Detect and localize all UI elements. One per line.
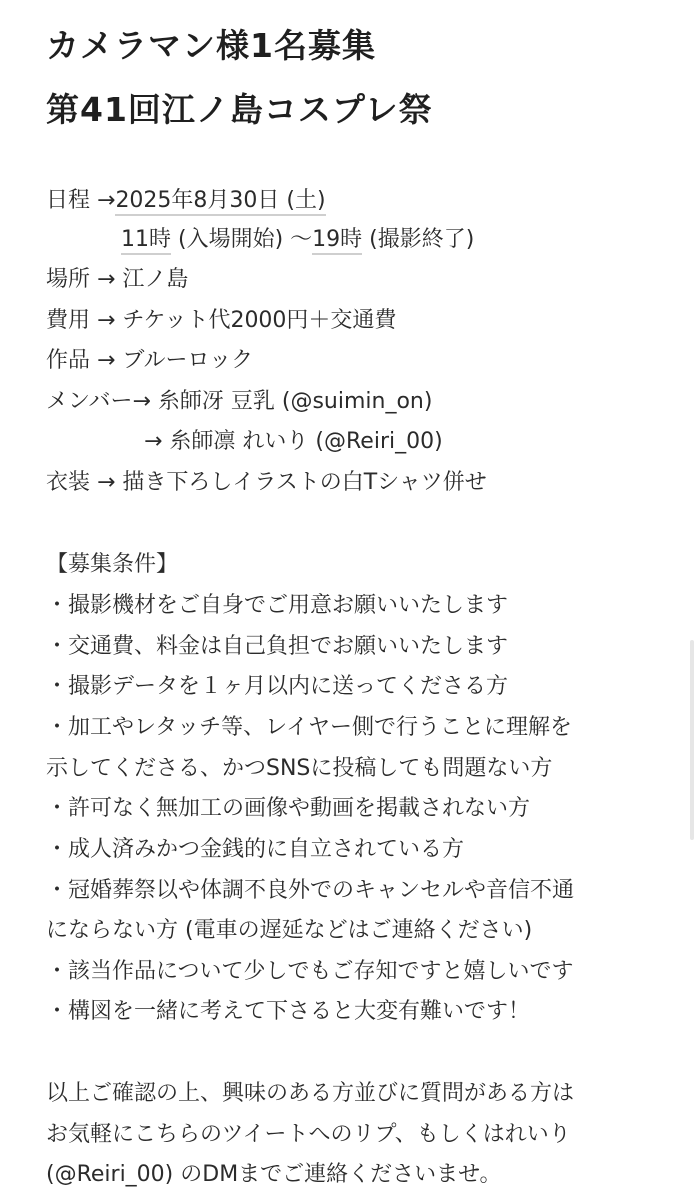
schedule-time-row — [121, 225, 474, 255]
schedule-date: 2025年8月30日 (土) — [115, 188, 325, 216]
cost-line: 費用 → チケット代2000円＋交通費 — [46, 308, 397, 333]
closing-line: お気軽にこちらのツイートへのリプ、もしくはれいり — [46, 1122, 571, 1147]
scrollbar[interactable] — [690, 640, 694, 840]
condition-line: 示してくださる、かつSNSに投稿しても問題ない方 — [46, 756, 553, 781]
condition-line: ・構図を一緒に考えて下さると大変有難いです！ — [46, 999, 531, 1024]
schedule-date-row — [46, 186, 326, 216]
member-line-1: メンバー→ 糸師冴 豆乳 (@suimin_on) — [46, 389, 433, 414]
title-line-1: カメラマン様1名募集 — [46, 26, 376, 65]
schedule-time-end-note: (撮影終了) — [362, 227, 475, 252]
condition-line: ・撮影機材をご自身でご用意お願いいたします — [46, 593, 509, 618]
work-line: 作品 → ブルーロック — [46, 348, 254, 373]
conditions-header: 【募集条件】 — [46, 552, 179, 577]
member-line-2: → 糸師凛 れいり (@Reiri_00) — [144, 429, 443, 454]
schedule-label: 日程 → — [46, 188, 116, 213]
condition-line: ・交通費、料金は自己負担でお願いいたします — [46, 634, 509, 659]
condition-line: ・冠婚葬祭以や体調不良外でのキャンセルや音信不通 — [46, 878, 575, 903]
closing-line: (@Reiri_00) のDMまでご連絡くださいませ。 — [46, 1162, 502, 1187]
condition-line: ・撮影データを１ヶ月以内に送ってくださる方 — [46, 674, 509, 699]
condition-line: にならない方 (電車の遅延などはご連絡ください) — [46, 918, 533, 943]
closing-line: 以上ご確認の上、興味のある方並びに質問がある方は — [46, 1081, 575, 1106]
schedule-time-start-note: (入場開始) 〜 — [171, 227, 313, 252]
schedule-time-start: 11時 — [121, 227, 171, 255]
condition-line: ・加工やレタッチ等、レイヤー側で行うことに理解を — [46, 715, 573, 740]
place-line: 場所 → 江ノ島 — [46, 267, 189, 292]
schedule-time-end: 19時 — [312, 227, 362, 255]
costume-line: 衣装 → 描き下ろしイラストの白Tシャツ併せ — [46, 470, 487, 495]
title-line-2: 第41回江ノ島コスプレ祭 — [46, 90, 433, 129]
condition-line: ・成人済みかつ金銭的に自立されている方 — [46, 837, 465, 862]
condition-line: ・該当作品について少しでもご存知ですと嬉しいです — [46, 959, 574, 984]
condition-line: ・許可なく無加工の画像や動画を掲載されない方 — [46, 796, 531, 821]
